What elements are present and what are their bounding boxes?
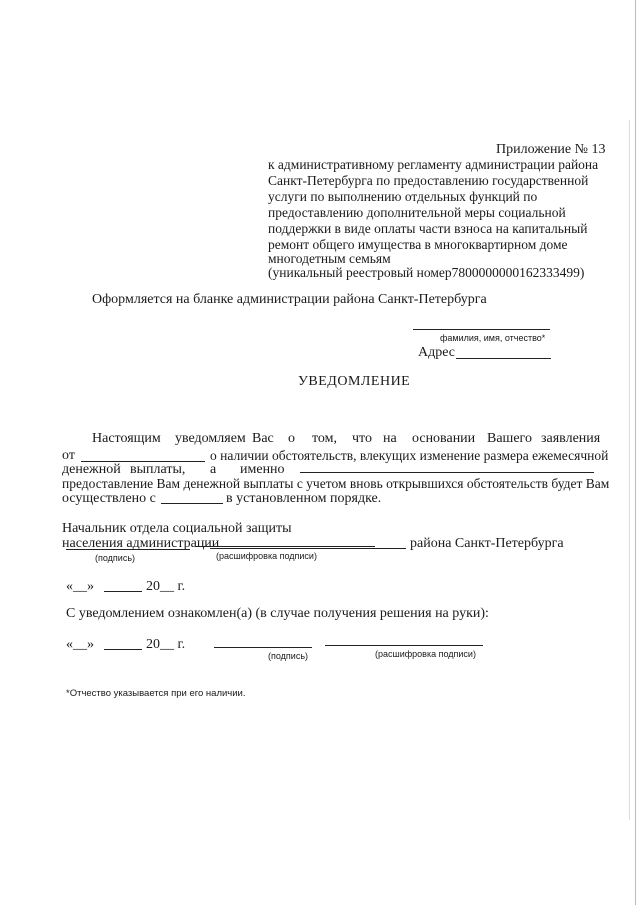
body-line-4: предоставление Вам денежной выплаты с учетом вновь открывшихся обстоятельств будет Вам xyxy=(62,476,610,491)
scan-edge xyxy=(635,0,636,905)
header-line-5: поддержки в виде оплаты части взноса на капитальный xyxy=(268,221,588,236)
fio-line xyxy=(413,329,550,330)
body-word: а xyxy=(210,462,217,477)
body-line-2-prefix: от xyxy=(62,448,75,463)
signatory-date-month-line xyxy=(104,591,142,592)
body-word: основании xyxy=(412,431,476,446)
signature-caption: (подпись) xyxy=(95,553,136,563)
decoding-caption: (расшифровка подписи) xyxy=(216,551,317,561)
body-line-5-prefix: осуществлено с xyxy=(62,491,156,506)
header-line-2: Санкт-Петербурга по предоставлению государственной xyxy=(268,173,589,188)
body-line-2-suffix: о наличии обстоятельств, влекущих изменение размера ежемесячной xyxy=(210,448,609,463)
body-word: Вас xyxy=(252,431,274,446)
ack-decoding-caption: (расшифровка подписи) xyxy=(375,649,476,659)
body-word: Настоящим xyxy=(92,431,161,446)
signature-line xyxy=(66,549,190,550)
address-label: Адрес xyxy=(418,345,456,360)
body-word: Вашего xyxy=(487,431,532,446)
body-word: заявления xyxy=(541,431,601,446)
body-word: что xyxy=(352,431,372,446)
ack-date-year: 20__ г. xyxy=(146,637,186,652)
scan-edge-secondary xyxy=(629,120,630,820)
department-line xyxy=(210,548,406,549)
decoding-line xyxy=(195,546,375,547)
effective-date-line xyxy=(161,503,223,504)
signatory-org-suffix: района Санкт-Петербурга xyxy=(410,536,564,551)
body-line-5-suffix: в установленном порядке. xyxy=(226,491,382,506)
signatory-org-prefix: населения администрации xyxy=(62,536,220,551)
document-title: УВЕДОМЛЕНИЕ xyxy=(298,374,411,389)
circumstances-line xyxy=(300,472,594,473)
body-word: именно xyxy=(240,462,285,477)
body-word: том, xyxy=(312,431,338,446)
header-line-8: (уникальный реестровый номер7800000000162333499) xyxy=(268,265,585,280)
form-note: Оформляется на бланке администрации района Санкт-Петербурга xyxy=(92,292,487,307)
body-word: на xyxy=(383,431,397,446)
ack-signature-line xyxy=(214,647,312,648)
signatory-date-year: 20__ г. xyxy=(146,579,186,594)
address-line xyxy=(456,358,551,359)
footnote: *Отчество указывается при его наличии. xyxy=(66,688,246,699)
appendix-number: Приложение № 13 xyxy=(496,142,606,157)
header-line-6: ремонт общего имущества в многоквартирном доме xyxy=(268,237,568,252)
body-word: о xyxy=(288,431,295,446)
header-line-1: к административному регламенту администрации района xyxy=(268,157,599,172)
body-word: уведомляем xyxy=(175,431,246,446)
header-line-3: услуги по выполнению отдельных функций по xyxy=(268,189,538,204)
ack-decoding-line xyxy=(325,645,483,646)
header-line-7: многодетным семьям xyxy=(268,251,391,266)
header-line-4: предоставлению дополнительной меры социальной xyxy=(268,205,566,220)
body-word: выплаты, xyxy=(130,462,186,477)
signatory-date-day: «__» xyxy=(66,579,94,594)
ack-date-day: «__» xyxy=(66,637,94,652)
acknowledgement-text: С уведомлением ознакомлен(а) (в случае получения решения на руки): xyxy=(66,606,489,621)
body-word: денежной xyxy=(62,462,121,477)
signatory-title: Начальник отдела социальной защиты xyxy=(62,521,292,536)
ack-signature-caption: (подпись) xyxy=(268,651,309,661)
ack-date-month-line xyxy=(104,649,142,650)
fio-caption: фамилия, имя, отчество* xyxy=(440,333,546,343)
